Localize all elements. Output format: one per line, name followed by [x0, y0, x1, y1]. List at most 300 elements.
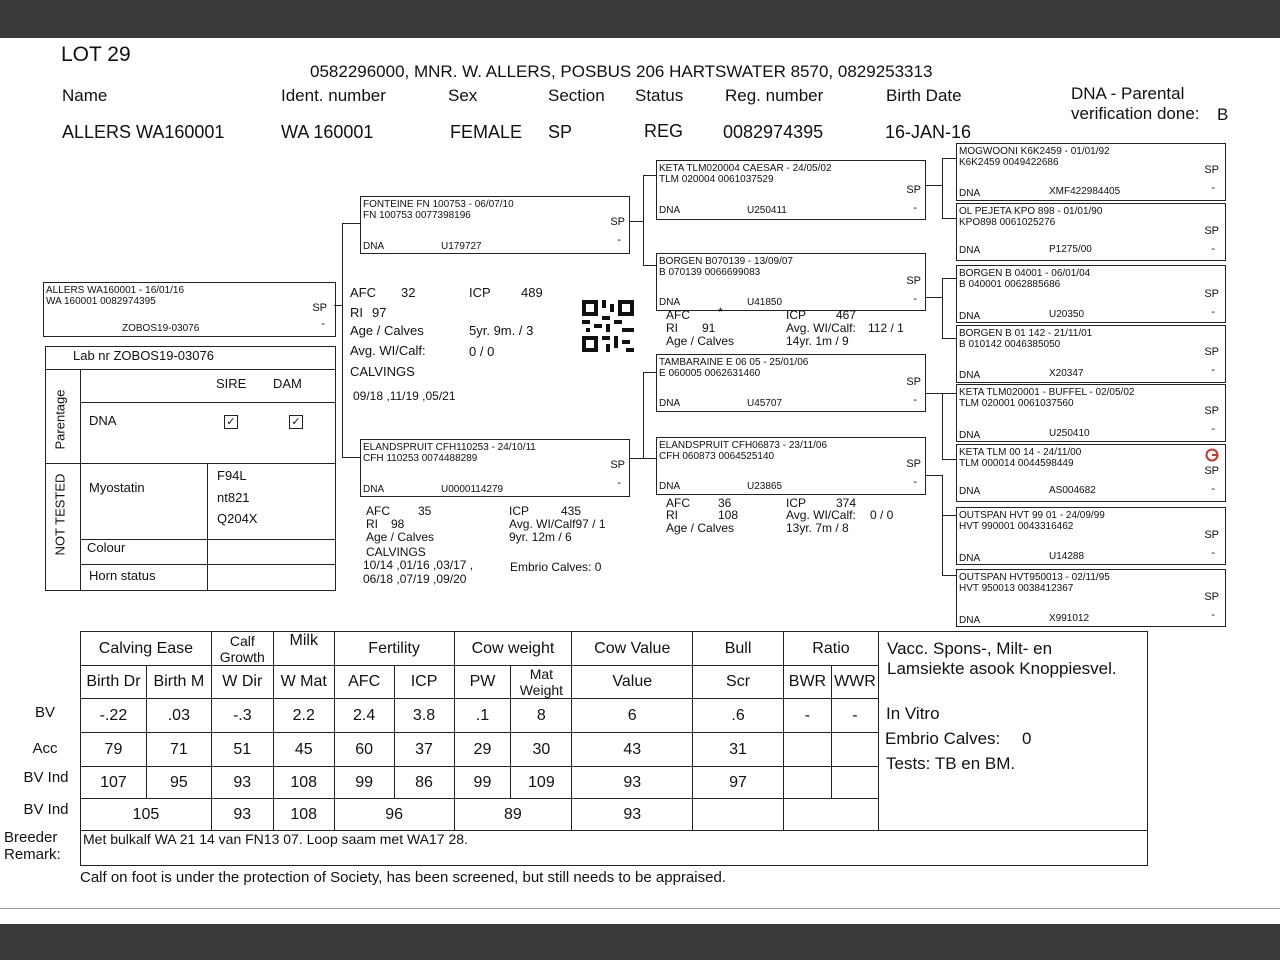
dam-age-label: Age / Calves: [366, 530, 435, 544]
bvind-cell: [831, 767, 878, 799]
connector-line: [942, 475, 943, 575]
connector-line: [942, 158, 943, 218]
header-section: Section: [548, 86, 605, 105]
pedigree-box-ggp: [956, 444, 1226, 502]
sire-dna-check-icon: ✓: [224, 415, 238, 429]
dd-afc-label: AFC: [666, 496, 690, 510]
pedigree-title: TAMBARAINE E 06 05 - 25/01/06: [659, 357, 809, 368]
connector-line: [643, 175, 644, 265]
pedigree-dna-code: AS004682: [1049, 485, 1096, 496]
pedigree-section: SP: [1204, 288, 1219, 300]
connector-line: [643, 458, 657, 459]
row-label-bvind: BV Ind: [23, 769, 69, 786]
bvind-cell: 99: [334, 767, 394, 799]
animal-reg: 0082974395: [723, 122, 824, 142]
breeder-remark-text: Met bulkalf WA 21 14 van FN13 07. Loop saam met WA17 28.: [83, 831, 468, 847]
acc-cell: 79: [81, 733, 147, 767]
connector-line: [629, 221, 643, 222]
pedigree-id: HVT 950013 0038412367: [959, 583, 1074, 594]
bvind2-cell: 108: [273, 799, 334, 831]
pedigree-id: TLM 020004 0061037529: [659, 174, 774, 185]
dd-ri-label: RI: [666, 508, 678, 522]
pedigree-box-ggp: [956, 203, 1226, 261]
pedigree-dna-label: DNA: [959, 370, 981, 381]
header-name: Name: [62, 86, 108, 105]
sd-ri-value: 91: [702, 321, 716, 335]
bv-cell: 8: [511, 699, 572, 733]
sd-age-value: 14yr. 1m / 9: [786, 334, 849, 348]
group-header: Ratio: [783, 632, 878, 666]
animal-name: ALLERS WA160001: [62, 122, 225, 142]
pedigree-dash: -: [1211, 547, 1215, 559]
pedigree-dna-code: U41850: [747, 297, 783, 308]
pedigree-title: OL PEJETA KPO 898 - 01/01/90: [959, 206, 1103, 217]
acc-cell: 30: [511, 733, 572, 767]
bvind2-cell: 105: [81, 799, 212, 831]
bottom-bar: [0, 924, 1280, 960]
dam-calvings-label: CALVINGS: [366, 545, 426, 559]
sire-afc-value: 32: [401, 285, 416, 300]
bvind2-cell: 93: [572, 799, 693, 831]
bvind2-cell: 89: [454, 799, 572, 831]
dam-ri-value: 98: [391, 517, 405, 531]
pedigree-dna-code: X991012: [1049, 613, 1090, 624]
pedigree-title: BORGEN B 04001 - 06/01/04: [959, 268, 1091, 279]
bottom-divider: [0, 908, 1280, 909]
column-header: Birth Dr: [81, 666, 147, 699]
bvind-cell: 95: [146, 767, 211, 799]
sd-afc-value: *: [718, 305, 723, 319]
sd-icp-label: ICP: [786, 308, 807, 322]
pedigree-dna-label: DNA: [959, 311, 981, 322]
dam-icp-label: ICP: [509, 504, 530, 518]
pedigree-title: MOGWOONI K6K2459 - 01/01/92: [959, 146, 1110, 157]
animal-status: REG: [644, 121, 684, 141]
pedigree-dna-label: DNA: [959, 245, 981, 256]
breeder-label: Breeder: [4, 829, 58, 846]
dd-wi-value: 0 / 0: [870, 508, 894, 522]
pedigree-section: SP: [1204, 405, 1219, 417]
pedigree-box-ggp: [956, 384, 1226, 442]
bvind-cell: 107: [81, 767, 147, 799]
dd-icp-label: ICP: [786, 496, 807, 510]
pedigree-section: SP: [1204, 591, 1219, 603]
connector-line: [942, 218, 956, 219]
header-dna-value: B: [1217, 105, 1229, 124]
acc-cell: 31: [693, 733, 784, 767]
bv-cell: 2.4: [334, 699, 394, 733]
sire-calvings-label: CALVINGS: [350, 364, 415, 379]
pedigree-section: SP: [1204, 225, 1219, 237]
column-header: W Dir: [211, 666, 273, 699]
connector-line: [942, 393, 956, 394]
breeding-values-table: [80, 631, 879, 831]
pedigree-dash: -: [913, 202, 917, 214]
acc-cell: [831, 733, 878, 767]
pedigree-dna-code: U250411: [747, 205, 787, 216]
header-birth: Birth Date: [886, 86, 962, 105]
horn-label: Horn status: [89, 568, 156, 583]
sire-wi-value: 0 / 0: [469, 344, 495, 359]
sd-ri-label: RI: [666, 321, 678, 335]
pedigree-dna-code: P1275/00: [1049, 244, 1092, 255]
connector-line: [925, 297, 942, 298]
header-sex: Sex: [448, 86, 478, 105]
pedigree-title: KETA TLM 00 14 - 24/11/00: [959, 447, 1082, 458]
myostatin-value: F94L: [217, 468, 247, 483]
contact-line: 0582296000, MNR. W. ALLERS, POSBUS 206 HARTSWATER 8570, 0829253313: [310, 62, 933, 81]
pedigree-dna-code: U23865: [747, 481, 783, 492]
animal-sex: FEMALE: [450, 122, 523, 142]
connector-line: [643, 372, 657, 373]
bvind2-cell: [783, 799, 878, 831]
subject-line2: WA 160001 0082974395: [46, 296, 156, 307]
header-status: Status: [635, 86, 684, 105]
parentage-label: Parentage: [52, 389, 68, 450]
pedigree-id: K6K2459 0049422686: [959, 157, 1059, 168]
connector-line: [925, 475, 942, 476]
bvind2-cell: 93: [211, 799, 273, 831]
subject-title: ALLERS WA160001 - 16/01/16: [46, 285, 185, 296]
pedigree-dash: -: [1211, 306, 1215, 318]
group-header: Cow Value: [572, 632, 693, 666]
pedigree-section: SP: [610, 459, 625, 471]
pedigree-box-ggp: [956, 265, 1226, 323]
pedigree-id: TLM 020001 0061037560: [959, 398, 1074, 409]
header-reg: Reg. number: [725, 86, 824, 105]
pedigree-box-dam-dam: [656, 437, 926, 495]
pedigree-dash: -: [1211, 243, 1215, 255]
vaccination-note: Vacc. Spons-, Milt- en: [887, 639, 1053, 658]
pedigree-dash: -: [1211, 483, 1215, 495]
connector-line: [942, 278, 943, 338]
dam-dna-check-icon: ✓: [289, 415, 303, 429]
pedigree-title: OUTSPAN HVT950013 - 02/11/95: [959, 572, 1110, 583]
not-tested-label: NOT TESTED: [52, 473, 68, 556]
myostatin-value: nt821: [217, 490, 250, 505]
column-header: Mat Weight: [511, 666, 572, 699]
bvind-cell: [783, 767, 831, 799]
group-header: Cow weight: [454, 632, 572, 666]
pedigree-dna-code: U14288: [1049, 551, 1085, 562]
group-header: Calving Ease: [81, 632, 212, 666]
sd-age-label: Age / Calves: [666, 334, 735, 348]
lab-divider: [46, 369, 335, 370]
column-header: ICP: [394, 666, 454, 699]
pedigree-section: SP: [906, 184, 921, 196]
pedigree-dna-label: DNA: [659, 297, 681, 308]
pedigree-dna-label: DNA: [363, 241, 385, 252]
lab-nr: Lab nr ZOBOS19-03076: [73, 348, 214, 363]
bvind-cell: 93: [572, 767, 693, 799]
bv-cell: -: [831, 699, 878, 733]
bv-cell: .6: [693, 699, 784, 733]
pedigree-dash: -: [1211, 364, 1215, 376]
bvind-cell: 97: [693, 767, 784, 799]
pedigree-id: B 040001 0062885686: [959, 279, 1061, 290]
bv-cell: 2.2: [273, 699, 334, 733]
dam-wi-value: Avg. WI/Calf97 / 1: [509, 517, 606, 531]
bvind2-cell: 96: [334, 799, 454, 831]
pedigree-box-ggp: [956, 507, 1226, 565]
connector-line: [643, 372, 644, 458]
pedigree-dna-label: DNA: [659, 205, 681, 216]
acc-cell: 37: [394, 733, 454, 767]
dam-afc-label: AFC: [366, 504, 390, 518]
bv-cell: -.22: [81, 699, 147, 733]
connector-line: [942, 278, 956, 279]
lab-panel: [45, 346, 336, 591]
pedigree-section: SP: [906, 275, 921, 287]
pedigree-dna-code: U179727: [441, 241, 482, 252]
sd-afc-label: AFC: [666, 308, 690, 322]
connector-line: [942, 459, 956, 460]
pedigree-dna-label: DNA: [659, 481, 681, 492]
pedigree-box-dam-sire: [656, 354, 926, 412]
pedigree-dna-code: U0000114279: [441, 484, 504, 495]
acc-cell: 60: [334, 733, 394, 767]
pedigree-id: HVT 990001 0043316462: [959, 521, 1074, 532]
top-bar: [0, 0, 1280, 38]
dd-wi-label: Avg. WI/Calf:: [786, 508, 856, 522]
acc-cell: 29: [454, 733, 511, 767]
animal-ident: WA 160001: [281, 122, 374, 142]
pedigree-box-ggp: [956, 325, 1226, 383]
connector-line: [342, 223, 360, 224]
connector-line: [643, 265, 657, 266]
lab-dna-label: DNA: [89, 413, 117, 428]
sd-wi-value: 112 / 1: [868, 321, 904, 335]
connector-line: [925, 393, 942, 394]
pedigree-dna-code: XMF422984405: [1049, 186, 1121, 197]
pedigree-dash: -: [913, 293, 917, 305]
embrio-calves-value: 0: [1022, 729, 1032, 748]
pedigree-id: CFH 060873 0064525140: [659, 451, 775, 462]
pedigree-section: SP: [1204, 164, 1219, 176]
header-dna-2: verification done:: [1071, 104, 1200, 123]
sire-ri-value: 97: [372, 305, 387, 320]
pedigree-dna-label: DNA: [959, 430, 981, 441]
animal-birth: 16-JAN-16: [885, 122, 972, 142]
lab-divider: [80, 564, 335, 565]
bv-cell: -: [783, 699, 831, 733]
pedigree-id: B 010142 0046385050: [959, 339, 1061, 350]
pedigree-dna-code: X20347: [1049, 368, 1084, 379]
pedigree-dna-code: U45707: [747, 398, 783, 409]
lab-sire-header: SIRE: [216, 376, 247, 391]
group-header: Bull: [693, 632, 784, 666]
acc-cell: 71: [146, 733, 211, 767]
animal-section: SP: [548, 122, 573, 142]
sire-afc-label: AFC: [350, 285, 376, 300]
pedigree-dash: -: [913, 476, 917, 488]
bvind-cell: 93: [211, 767, 273, 799]
embrio-calves-label: Embrio Calves:: [885, 729, 1001, 748]
dam-ri-label: RI: [366, 517, 378, 531]
pedigree-box-sire-dam: [656, 253, 926, 311]
connector-line: [643, 175, 657, 176]
acc-cell: 43: [572, 733, 693, 767]
connector-line: [342, 223, 343, 457]
bvind2-cell: [693, 799, 784, 831]
pedigree-box-sire: [360, 196, 630, 254]
sire-wi-label: Avg. WI/Calf:: [350, 343, 426, 358]
pedigree-title: ELANDSPRUIT CFH110253 - 24/10/11: [363, 442, 536, 453]
group-header: Milk: [273, 632, 334, 666]
bv-cell: 3.8: [394, 699, 454, 733]
bv-cell: 6: [572, 699, 693, 733]
footer-note: Calf on foot is under the protection of Society, has been screened, but still needs to be appraised.: [80, 869, 726, 886]
colour-label: Colour: [87, 540, 126, 555]
pedigree-title: OUTSPAN HVT 99 01 - 24/09/99: [959, 510, 1105, 521]
logo-icon: [1205, 448, 1219, 462]
pedigree-box-ggp: [956, 569, 1226, 627]
pedigree-title: FONTEINE FN 100753 - 06/07/10: [363, 199, 514, 210]
sire-ri-label: RI: [350, 305, 363, 320]
acc-cell: 51: [211, 733, 273, 767]
lab-divider: [46, 463, 335, 464]
pedigree-title: KETA TLM020004 CAESAR - 24/05/02: [659, 163, 832, 174]
column-header: Value: [572, 666, 693, 699]
bvind-cell: 109: [511, 767, 572, 799]
pedigree-dna-code: U20350: [1049, 309, 1085, 320]
connector-line: [629, 458, 643, 459]
pedigree-box-sire-sire: [656, 160, 926, 220]
group-header: Calf Growth: [211, 632, 273, 666]
bv-cell: -.3: [211, 699, 273, 733]
connector-line: [342, 457, 360, 458]
group-header: Fertility: [334, 632, 454, 666]
pedigree-dna-label: DNA: [659, 398, 681, 409]
sd-icp-value: 467: [836, 308, 857, 322]
pedigree-id: CFH 110253 0074488289: [363, 453, 478, 464]
column-header: WWR: [831, 666, 878, 699]
pedigree-title: ELANDSPRUIT CFH06873 - 23/11/06: [659, 440, 828, 451]
dam-calving-dates: 06/18 ,07/19 ,09/20: [363, 572, 467, 586]
pedigree-box-ggp: [956, 143, 1226, 201]
connector-line: [942, 158, 956, 159]
dd-icp-value: 374: [836, 496, 857, 510]
subject-box: [43, 282, 336, 337]
dd-age-value: 13yr. 7m / 8: [786, 521, 849, 535]
column-header: Scr: [693, 666, 784, 699]
sire-age-label: Age / Calves: [350, 323, 424, 338]
column-header: PW: [454, 666, 511, 699]
pedigree-id: TLM 000014 0044598449: [959, 458, 1074, 469]
sire-icp-value: 489: [521, 285, 543, 300]
pedigree-dash: -: [913, 394, 917, 406]
lab-divider: [207, 463, 208, 590]
pedigree-dna-label: DNA: [363, 484, 385, 495]
pedigree-box-dam: [360, 439, 630, 497]
pedigree-section: SP: [1204, 529, 1219, 541]
vaccination-note: Lamsiekte asook Knoppiesvel.: [887, 659, 1117, 678]
dd-ri-value: 108: [718, 508, 739, 522]
connector-line: [942, 393, 943, 459]
pedigree-dash: -: [617, 234, 621, 246]
pedigree-section: SP: [1204, 465, 1219, 477]
pedigree-dna-label: DNA: [959, 553, 981, 564]
dam-calving-dates: 10/14 ,01/16 ,03/17 ,: [363, 558, 474, 572]
pedigree-dna-label: DNA: [959, 188, 981, 199]
qr-code-icon: [582, 300, 634, 352]
column-header: W Mat: [273, 666, 334, 699]
sire-age-value: 5yr. 9m. / 3: [469, 323, 534, 338]
myostatin-value: Q204X: [217, 511, 258, 526]
column-header: BWR: [783, 666, 831, 699]
connector-line: [942, 338, 956, 339]
lab-dam-header: DAM: [273, 376, 302, 391]
pedigree-section: SP: [1204, 346, 1219, 358]
pedigree-id: B 070139 0066699083: [659, 267, 761, 278]
column-header: Birth M: [146, 666, 211, 699]
pedigree-title: BORGEN B070139 - 13/09/07: [659, 256, 793, 267]
acc-cell: [783, 733, 831, 767]
column-header: AFC: [334, 666, 394, 699]
bvind-cell: 99: [454, 767, 511, 799]
dam-age-value: 9yr. 12m / 6: [509, 530, 572, 544]
row-label-bvind: BV Ind: [23, 801, 69, 818]
pedigree-dash: -: [1211, 182, 1215, 194]
in-vitro-label: In Vitro: [886, 704, 940, 723]
acc-cell: 45: [273, 733, 334, 767]
dd-afc-value: 36: [718, 496, 732, 510]
pedigree-section: SP: [906, 376, 921, 388]
connector-line: [942, 515, 956, 516]
connector-line: [942, 575, 956, 576]
pedigree-section: SP: [906, 458, 921, 470]
row-label-acc: Acc: [32, 740, 58, 757]
header-dna-1: DNA - Parental: [1071, 84, 1185, 103]
lot-number: LOT 29: [61, 43, 131, 66]
dam-afc-value: 35: [418, 504, 432, 518]
sd-wi-label: Avg. WI/Calf:: [786, 321, 856, 335]
bv-cell: .03: [146, 699, 211, 733]
pedigree-dash: -: [617, 477, 621, 489]
connector-line: [334, 305, 342, 306]
pedigree-id: FN 100753 0077398196: [363, 210, 471, 221]
pedigree-dna-label: DNA: [959, 486, 981, 497]
sire-calving-dates: 09/18 ,11/19 ,05/21: [353, 389, 456, 403]
pedigree-dash: -: [1211, 423, 1215, 435]
subject-code: ZOBOS19-03076: [122, 323, 200, 334]
dd-age-label: Age / Calves: [666, 521, 735, 535]
pedigree-id: KPO898 0061025276: [959, 217, 1056, 228]
dam-embrio-calves: Embrio Calves: 0: [510, 560, 602, 574]
connector-line: [925, 185, 942, 186]
pedigree-title: KETA TLM020001 - BUFFEL - 02/05/02: [959, 387, 1135, 398]
pedigree-section: SP: [610, 216, 625, 228]
sire-icp-label: ICP: [469, 285, 491, 300]
bvind-cell: 108: [273, 767, 334, 799]
remark-label: Remark:: [4, 846, 61, 863]
pedigree-title: BORGEN B 01 142 - 21/11/01: [959, 328, 1093, 339]
row-label-bv: BV: [34, 704, 55, 721]
pedigree-dna-code: U250410: [1049, 428, 1090, 439]
subject-section: SP: [312, 302, 327, 314]
pedigree-dash: -: [1211, 609, 1215, 621]
dam-icp-value: 435: [561, 504, 582, 518]
myostatin-label: Myostatin: [89, 480, 145, 495]
lab-divider: [80, 402, 335, 403]
header-ident: Ident. number: [281, 86, 386, 105]
tests-note: Tests: TB en BM.: [886, 754, 1016, 773]
bv-cell: .1: [454, 699, 511, 733]
subject-dash: -: [321, 318, 325, 330]
bvind-cell: 86: [394, 767, 454, 799]
pedigree-dna-label: DNA: [959, 615, 981, 626]
pedigree-id: E 060005 0062631460: [659, 368, 761, 379]
